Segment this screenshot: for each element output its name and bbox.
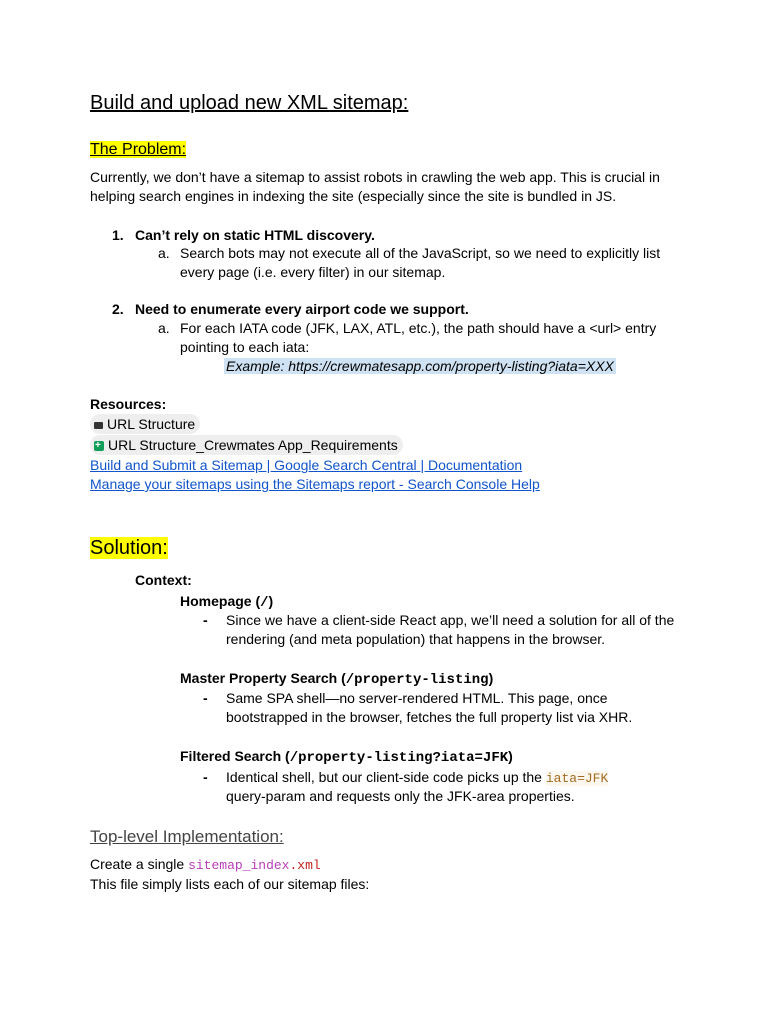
example-url [224, 357, 616, 376]
problem-heading [90, 141, 186, 159]
bullet-line-1: Since we have a client-side React app, we’ll need a solution for all of the [226, 612, 675, 628]
section-title-master-search [180, 669, 493, 690]
sublist-item-letter: a. [158, 245, 170, 261]
resources-label: Resources: [90, 396, 167, 412]
bullet-line-1-text: Identical shell, but our client-side code picks up the [226, 769, 546, 785]
sheets-icon [94, 441, 104, 451]
context-label: Context: [135, 572, 192, 588]
implementation-line-1 [90, 855, 321, 875]
section-title-close: ) [508, 748, 513, 764]
sublist-item-line-1: Search bots may not execute all of the JavaScript, so we need to explicitly list [180, 245, 661, 261]
link-build-submit-sitemap[interactable]: Build and Submit a Sitemap | Google Search Central | Documentation [90, 457, 523, 473]
section-title-text: Filtered Search ( [180, 748, 290, 764]
section-title-close: ) [488, 670, 494, 686]
bullet-dash: - [203, 690, 208, 706]
section-title-text: Homepage ( [180, 593, 261, 609]
example-url-text: Example: https://crewmatesapp.com/property-listing?iata=XXX [226, 358, 614, 374]
problem-heading-text: The Problem: [90, 141, 187, 158]
section-title-close: ) [268, 593, 274, 609]
sublist-item-letter: a. [158, 320, 170, 336]
sublist-item-line-2: pointing to each iata: [180, 339, 310, 355]
resource-chip-label: URL Structure_Crewmates App_Requirements [108, 437, 398, 453]
inline-code-filename: sitemap_index [188, 858, 290, 873]
section-title-filtered-search [180, 747, 513, 768]
section-title-code: / [260, 595, 269, 611]
problem-intro-line-2: helping search engines in indexing the site (especially since the site is bundled in JS. [90, 188, 617, 204]
page-title: Build and upload new XML sitemap: [90, 92, 409, 114]
bullet-line-1: Same SPA shell—no server-rendered HTML. This page, once [226, 690, 608, 706]
bullet-line-2: query-param and requests only the JFK-area properties. [226, 788, 575, 804]
section-title-text: Master Property Search ( [180, 670, 346, 686]
implementation-heading: Top-level Implementation: [90, 827, 284, 846]
sublist-item-line-2: every page (i.e. every filter) in our sitemap. [180, 264, 446, 280]
bullet-dash: - [203, 612, 208, 628]
folder-icon [94, 422, 103, 429]
bullet-line-2: rendering (and meta population) that happens in the browser. [226, 631, 606, 647]
bullet-line-1 [226, 768, 608, 788]
list-item-title: Can’t rely on static HTML discovery. [135, 227, 375, 243]
resource-chip-requirements[interactable] [90, 435, 403, 455]
problem-intro-line-1: Currently, we don’t have a sitemap to assist robots in crawling the web app. This is crucial in [90, 169, 660, 185]
list-item-title: Need to enumerate every airport code we support. [135, 301, 469, 317]
inline-code-extension: .xml [289, 858, 321, 873]
bullet-dash: - [203, 769, 208, 785]
section-title-code: /property-listing [345, 672, 489, 688]
link-manage-sitemaps[interactable]: Manage your sitemaps using the Sitemaps report - Search Console Help [90, 476, 540, 492]
section-title-homepage [180, 592, 273, 613]
section-title-code: /property-listing?iata=JFK [289, 750, 509, 766]
solution-heading [90, 537, 168, 560]
inline-code: iata=JFK [545, 771, 609, 786]
resource-chip-url-structure[interactable] [90, 414, 200, 434]
list-item-number: 1. [112, 227, 124, 243]
solution-heading-text: Solution: [90, 537, 168, 559]
implementation-line-2: This file simply lists each of our sitemap files: [90, 876, 370, 892]
list-item-number: 2. [112, 301, 124, 317]
sublist-item-line-1: For each IATA code (JFK, LAX, ATL, etc.), the path should have a <url> entry [180, 320, 657, 336]
resource-chip-label: URL Structure [107, 416, 196, 432]
bullet-line-2: bootstrapped in the browser, fetches the full property list via XHR. [226, 709, 633, 725]
implementation-line-1-text: Create a single [90, 856, 189, 872]
